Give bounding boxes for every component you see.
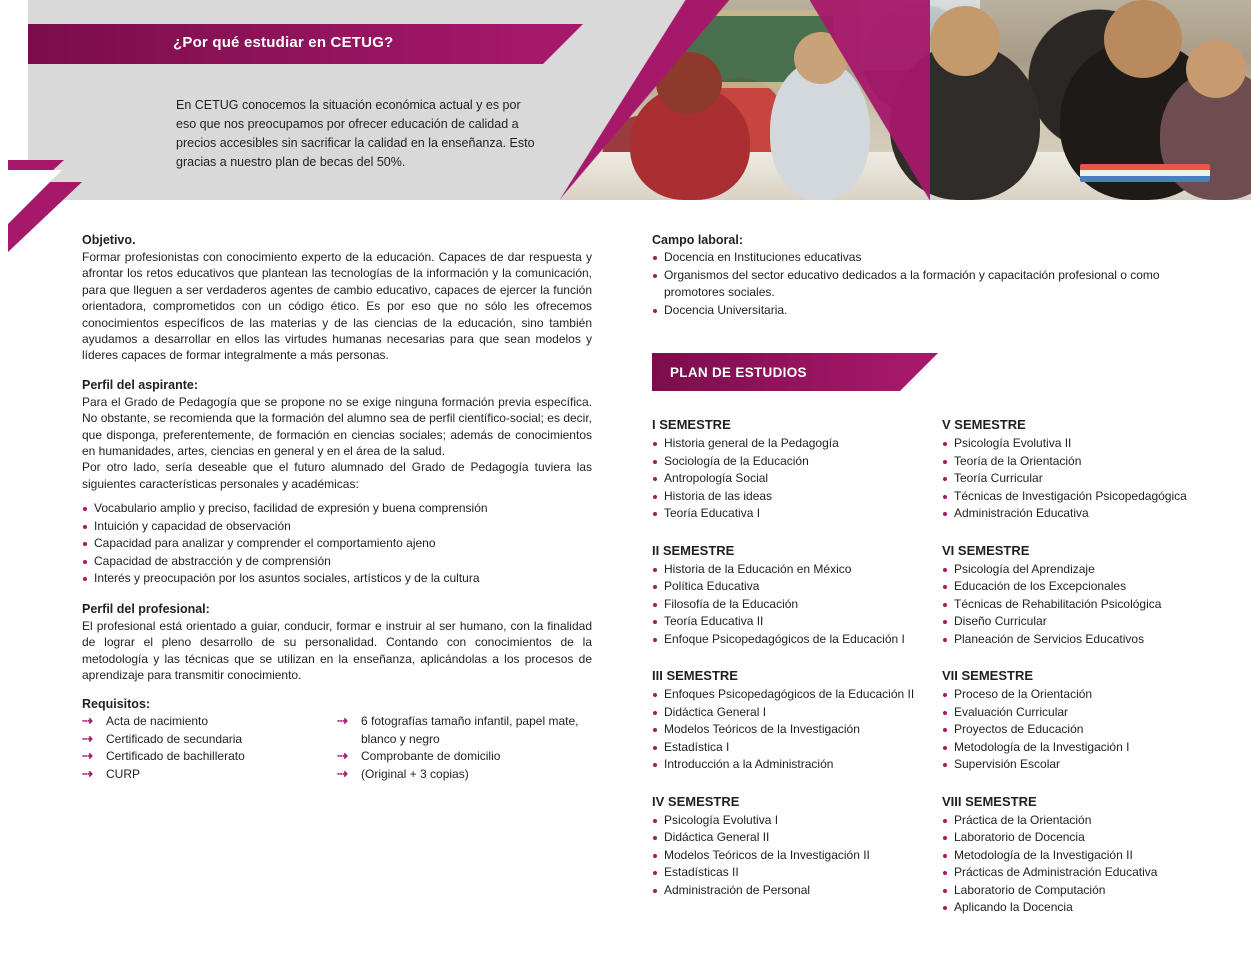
header-banner — [0, 0, 1251, 200]
list-item: Organismos del sector educativo dedicados a la formación y capacitación profesional o como promotores sociales. — [652, 267, 1192, 302]
list-item: Introducción a la Administración — [652, 756, 922, 774]
list-item: Historia de la Educación en México — [652, 561, 922, 579]
list-item: Filosofía de la Educación — [652, 596, 922, 614]
list-item: Educación de los Excepcionales — [942, 578, 1192, 596]
list-item: Laboratorio de Docencia — [942, 829, 1192, 847]
semester-title: VI SEMESTRE — [942, 542, 1030, 558]
requisitos-columns — [82, 713, 592, 783]
perfil-aspirante-heading: Perfil del aspirante: — [82, 377, 199, 392]
list-item: Teoría Educativa I — [652, 505, 922, 523]
plan-de-estudios-label: PLAN DE ESTUDIOS — [670, 364, 807, 380]
right-content-column — [652, 233, 1192, 937]
semester-course-list — [652, 686, 922, 774]
semester-block-viii — [942, 794, 1192, 917]
list-item: Didáctica General II — [652, 829, 922, 847]
list-item: Administración Educativa — [942, 505, 1192, 523]
arrow-shape-cut — [0, 170, 62, 232]
semester-title: IV SEMESTRE — [652, 793, 740, 809]
list-item: Técnicas de Investigación Psicopedagógica — [942, 488, 1192, 506]
list-item: Enfoque Psicopedagógicos de la Educación I — [652, 631, 922, 649]
perfil-profesional-text: El profesional está orientado a guiar, conducir, formar e instruir al ser humano, con la finalidad de lograr el pleno desarrollo de su personalidad. Contando con conocimientos de la metodología y las técnicas que se utilizan en la enseñanza, aplicándolas a los procesos de aprendizaje para transmitir conocimiento. — [82, 618, 592, 682]
semester-course-list — [942, 686, 1192, 774]
books-stack — [1080, 164, 1210, 182]
list-item: Proceso de la Orientación — [942, 686, 1192, 704]
list-item: Psicología del Aprendizaje — [942, 561, 1192, 579]
list-item: ⇢ Comprobante de domicilio — [337, 748, 592, 766]
list-item: ⇢ (Original + 3 copias) — [337, 766, 592, 784]
semester-block-vi — [942, 543, 1192, 649]
semester-course-list — [942, 812, 1192, 917]
list-item: Teoría Curricular — [942, 470, 1192, 488]
photo-magenta-wedge-right — [810, 0, 930, 200]
semester-block-vii — [942, 668, 1192, 774]
objetivo-text: Formar profesionistas con conocimiento experto de la educación. Capaces de dar respuesta y afrontar los retos educativos que plantean las tecnologías de la información y la comunicación, para que lleguen a ser verdaderos agentes de cambio educativo, capaces de ejercer la función orientadora, comprometidos con un código ético. Es por eso que no sólo les ofrecemos conocimientos específicos de las materias y de las ciencias de la educación, sino también ayudamos a desarrollar en ellos las virtudes humanas necesarias para que sean modelos y líderes capaces de formar integralmente a más personas. — [82, 250, 592, 363]
list-item: Interés y preocupación por los asuntos sociales, artísticos y de la cultura — [82, 570, 592, 588]
semester-course-list — [652, 561, 922, 649]
requisitos-column-1 — [82, 713, 337, 783]
list-item: Metodología de la Investigación II — [942, 847, 1192, 865]
list-item: Técnicas de Rehabilitación Psicológica — [942, 596, 1192, 614]
list-item: ⇢ Acta de nacimiento — [82, 713, 337, 731]
classroom-photo — [560, 0, 1251, 200]
list-item: Supervisión Escolar — [942, 756, 1192, 774]
list-item: Política Educativa — [652, 578, 922, 596]
list-item: ⇢ CURP — [82, 766, 337, 784]
list-item: Diseño Curricular — [942, 613, 1192, 631]
list-item: Psicología Evolutiva I — [652, 812, 922, 830]
list-item: Intuición y capacidad de observación — [82, 518, 592, 536]
semester-title: III SEMESTRE — [652, 668, 738, 683]
list-item: ⇢ 6 fotografías tamaño infantil, papel mate, blanco y negro — [337, 713, 592, 748]
semester-block-v — [942, 417, 1192, 523]
semester-course-list — [942, 561, 1192, 649]
semester-block-iv — [652, 794, 922, 900]
list-item: ⇢ Certificado de secundaria — [82, 731, 337, 749]
semesters-grid — [652, 417, 1192, 937]
requisitos-list-2 — [337, 713, 592, 783]
list-item: Vocabulario amplio y preciso, facilidad de expresión y buena comprensión — [82, 500, 592, 518]
list-item: Enfoques Psicopedagógicos de la Educación II — [652, 686, 922, 704]
plan-de-estudios-banner — [652, 353, 900, 391]
banner-title: ¿Por qué estudiar en CETUG? — [173, 34, 394, 51]
list-item: Laboratorio de Computación — [942, 882, 1192, 900]
requisitos-column-2 — [337, 713, 592, 783]
list-item: Sociología de la Educación — [652, 453, 922, 471]
semesters-column-left — [652, 417, 922, 937]
list-item: Capacidad para analizar y comprender el comportamiento ajeno — [82, 535, 592, 553]
semester-title: II SEMESTRE — [652, 542, 735, 558]
list-item: Teoría Educativa II — [652, 613, 922, 631]
objetivo-heading: Objetivo. — [82, 233, 136, 247]
left-content-column — [82, 233, 592, 783]
list-item: Planeación de Servicios Educativos — [942, 631, 1192, 649]
requisitos-heading: Requisitos: — [82, 697, 151, 712]
semester-title: V SEMESTRE — [942, 417, 1026, 432]
list-item: Modelos Teóricos de la Investigación II — [652, 847, 922, 865]
list-item: Proyectos de Educación — [942, 721, 1192, 739]
aspirante-characteristics-list — [82, 500, 592, 588]
campo-laboral-list — [652, 249, 1192, 319]
list-item: Capacidad de abstracción y de comprensión — [82, 553, 592, 571]
perfil-aspirante-text-1: Para el Grado de Pedagogía que se propone no se exige ninguna formación previa específica. No obstante, se recomienda que la formación del alumno sea de perfil científico-social; es decir, que disponga, preferentemente, de formación en ciencias sociales; además de conocimientos en humanidades, artes, ciencias en general y en el área de la salud. — [82, 394, 592, 459]
semester-title: VII SEMESTRE — [942, 668, 1034, 683]
semester-block-iii — [652, 668, 922, 774]
semester-title: I SEMESTRE — [652, 417, 731, 432]
list-item: Prácticas de Administración Educativa — [942, 864, 1192, 882]
list-item: Modelos Teóricos de la Investigación — [652, 721, 922, 739]
semester-block-ii — [652, 543, 922, 649]
list-item: Estadística I — [652, 739, 922, 757]
list-item: Teoría de la Orientación — [942, 453, 1192, 471]
list-item: ⇢ Certificado de bachillerato — [82, 748, 337, 766]
perfil-aspirante-text-2: Por otro lado, sería deseable que el futuro alumnado del Grado de Pedagogía tuviera las siguientes características personales y académicas: — [82, 460, 592, 491]
semesters-column-right — [922, 417, 1192, 937]
list-item: Metodología de la Investigación I — [942, 739, 1192, 757]
campo-laboral-heading: Campo laboral: — [652, 233, 743, 247]
semester-title: VIII SEMESTRE — [942, 793, 1037, 809]
banner-body-text: En CETUG conocemos la situación económica actual y es por eso que nos preocupamos por ofrecer educación de calidad a precios accesibles sin sacrificar la calidad en la enseñanza. Esto gracias a nuestro plan de becas del 50%. — [176, 98, 535, 169]
semester-course-list — [652, 812, 922, 900]
list-item: Estadísticas II — [652, 864, 922, 882]
semester-course-list — [652, 435, 922, 523]
perfil-profesional-heading: Perfil del profesional: — [82, 601, 210, 616]
list-item: Psicología Evolutiva II — [942, 435, 1192, 453]
list-item: Docencia en Instituciones educativas — [652, 249, 1192, 267]
list-item: Docencia Universitaria. — [652, 302, 1192, 320]
list-item: Evaluación Curricular — [942, 704, 1192, 722]
list-item: Didáctica General I — [652, 704, 922, 722]
list-item: Aplicando la Docencia — [942, 899, 1192, 917]
list-item: Antropología Social — [652, 470, 922, 488]
list-item: Historia general de la Pedagogía — [652, 435, 922, 453]
list-item: Historia de las ideas — [652, 488, 922, 506]
semester-course-list — [942, 435, 1192, 523]
semester-block-i — [652, 417, 922, 523]
requisitos-list-1 — [82, 713, 337, 783]
list-item: Administración de Personal — [652, 882, 922, 900]
list-item: Práctica de la Orientación — [942, 812, 1192, 830]
